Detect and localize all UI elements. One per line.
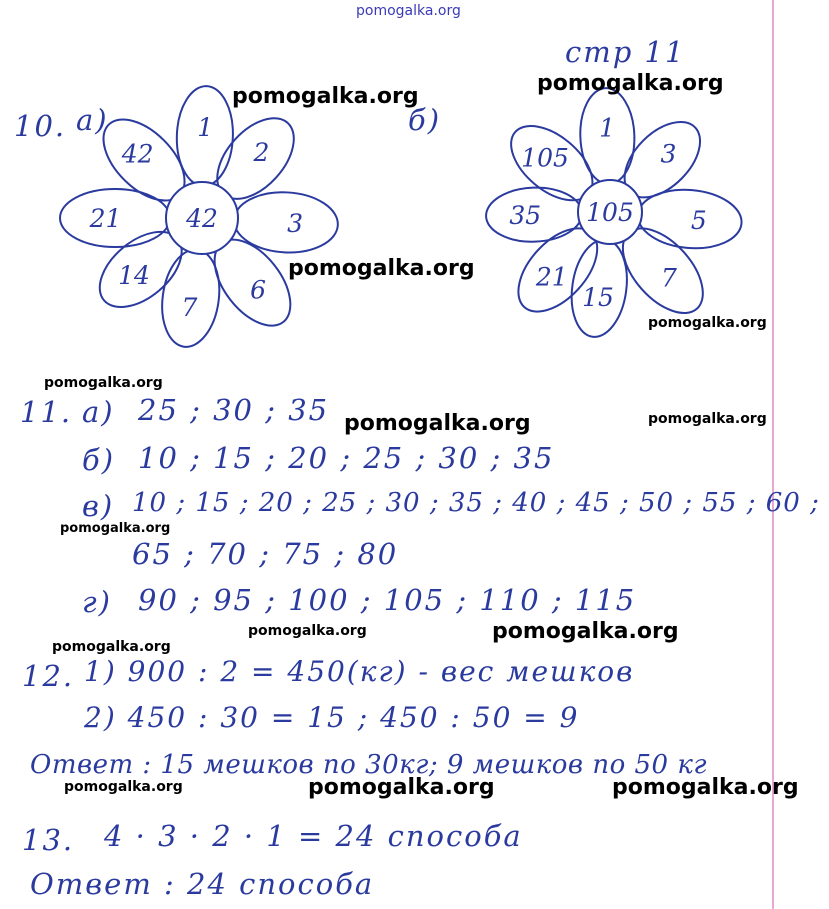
flower-a (60, 85, 339, 351)
watermark: pomogalka.org (308, 775, 495, 800)
watermark: pomogalka.org (232, 84, 419, 109)
petal-number: 3 (287, 208, 304, 238)
task11-g: 90 ; 95 ; 100 ; 105 ; 110 ; 115 (138, 583, 637, 617)
task11-number: 11. (20, 395, 73, 429)
watermark: pomogalka.org (648, 411, 767, 427)
petal-number: 21 (89, 204, 122, 233)
task11-v-line1: 10 ; 15 ; 20 ; 25 ; 30 ; 35 ; 40 ; 45 ; 50 ; 55 ; 60 ; (132, 488, 820, 518)
petal-number: 5 (690, 205, 707, 235)
petal-number: 14 (118, 261, 150, 291)
watermark: pomogalka.org (44, 375, 163, 391)
watermark: pomogalka.org (64, 779, 183, 795)
task12-line2: 2) 450 : 30 = 15 ; 450 : 50 = 9 (84, 701, 580, 734)
watermark: pomogalka.org (52, 639, 171, 655)
page-label: стр 11 (565, 35, 686, 69)
flower-petal (232, 190, 339, 255)
task10-number: 10. (14, 109, 67, 143)
task12-answer: Ответ : 15 мешков по 30кг; 9 мешков по 50 кг (30, 750, 708, 780)
center-number: 105 (586, 198, 634, 227)
petal-number: 42 (121, 139, 154, 169)
watermark: pomogalka.org (648, 315, 767, 331)
task10-label-a: а) (76, 103, 109, 137)
petal-number: 1 (197, 113, 214, 143)
watermark: pomogalka.org (288, 256, 475, 281)
petal-number: 6 (250, 275, 266, 305)
petal-number: 15 (582, 283, 614, 313)
task11-g-label: г) (82, 585, 112, 619)
watermark: pomogalka.org (60, 521, 171, 536)
petal-number: 21 (535, 262, 568, 292)
task10-label-b: б) (408, 103, 442, 137)
task11-a-label: а) (82, 395, 115, 429)
watermark: pomogalka.org (344, 411, 531, 436)
flower-b (485, 87, 744, 340)
task13-answer: Ответ : 24 способа (30, 867, 375, 901)
watermark: pomogalka.org (356, 3, 461, 19)
petal-number: 3 (660, 139, 677, 169)
watermark: pomogalka.org (248, 623, 367, 639)
petal-number: 35 (509, 200, 542, 230)
watermark: pomogalka.org (612, 775, 799, 800)
task11-a: 25 ; 30 ; 35 (138, 393, 330, 427)
task13-line1: 4 · 3 · 2 · 1 = 24 способа (104, 819, 523, 853)
task11-v-label: в) (82, 489, 115, 523)
task12-line1: 1) 900 : 2 = 450(кг) - вес мешков (84, 655, 635, 688)
task13-number: 13. (22, 823, 75, 857)
task11-b-label: б) (82, 443, 116, 477)
task11-v-line2: 65 ; 70 ; 75 ; 80 (132, 537, 399, 571)
watermark: pomogalka.org (492, 619, 679, 644)
petal-number: 7 (660, 263, 677, 293)
petal-number: 7 (181, 293, 198, 323)
task12-number: 12. (22, 659, 75, 693)
petal-number: 2 (253, 138, 270, 168)
petal-number: 105 (521, 143, 569, 173)
petal-number: 1 (599, 113, 615, 143)
center-number: 42 (186, 204, 218, 233)
watermark: pomogalka.org (537, 71, 724, 96)
task11-b: 10 ; 15 ; 20 ; 25 ; 30 ; 35 (138, 441, 555, 475)
